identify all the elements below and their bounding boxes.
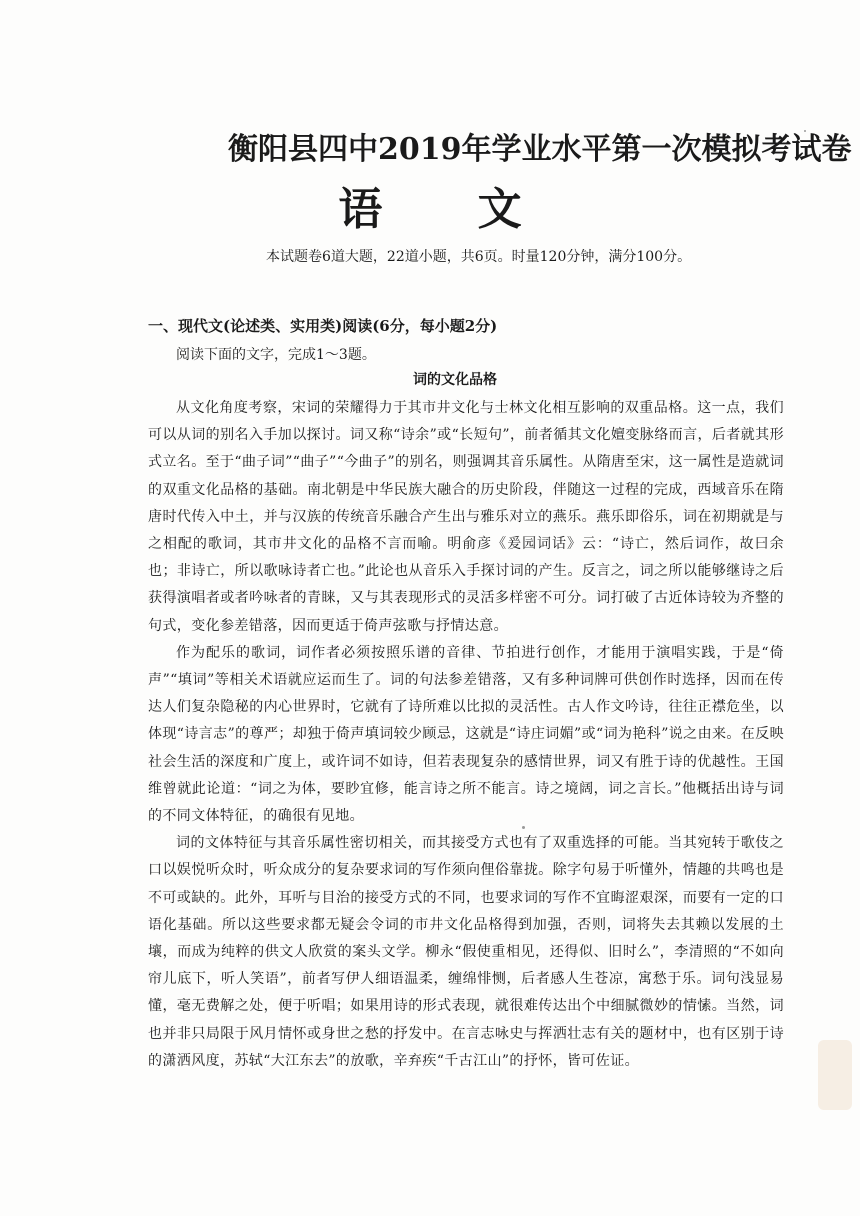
article-body: [148, 395, 784, 1075]
exam-info: 本试题卷6道大题，22道小题，共6页。时量120分钟，满分100分。: [266, 249, 692, 265]
article-title: 词的文化品格: [413, 372, 497, 388]
subject-title: 语 文: [338, 184, 562, 235]
article-paragraph: 从文化角度考察，宋词的荣耀得力于其市井文化与士林文化相互影响的双重品格。这一点，我们可以从词的别名入手加以探讨。词又称“诗余”或“长短句”，前者循其文化嬗变脉络而言，后者就其形式立名。至于“曲子词”“曲子”“今曲子”的别名，则强调其音乐属性。从隋唐至宋，这一属性是造就词的双重文化品格的基础。南北朝是中华民族大融合的历史阶段，伴随这一过程的完成，西域音乐在隋唐时代传入中土，并与汉族的传统音乐融合产生出与雅乐对立的燕乐。燕乐即俗乐，词在初期就是与之相配的歌词，其市井文化的品格不言而喻。明俞彦《爰园词话》云：“诗亡，然后词作，故曰余也；非诗亡，所以歌咏诗者亡也。”此论也从音乐入手探讨词的产生。反言之，词之所以能够继诗之后获得演唱者或者吟咏者的青睐，又与其表现形式的灵活多样密不可分。词打破了古近体诗较为齐整的句式，变化参差错落，因而更适于倚声弦歌与抒情达意。: [148, 400, 784, 634]
article-paragraph: 词的文体特征与其音乐属性密切相关，而其接受方式也有了双重选择的可能。当其宛转于歌伎之口以娱悦听众时，听众成分的复杂要求词的写作须向俚俗靠拢。除字句易于听懂外，情趣的共鸣也是不可或缺的。此外，耳听与目治的接受方式的不同，也要求词的写作不宜晦涩艰深，而要有一定的口语化基础。所以这些要求都无疑会令词的市井文化品格得到加强，否则，词将失去其赖以发展的土壤，而成为纯粹的供文人欣赏的案头文学。柳永“假使重相见，还得似、旧时么”，李清照的“不如向帘儿底下，听人笑语”，前者写伊人细语温柔，缠绵悱恻，后者感人生苍凉，寓愁于乐。词句浅显易懂，毫无费解之处，便于听唱；如果用诗的形式表现，就很难传达出个中细腻微妙的情愫。当然，词也并非只局限于风月情怀或身世之愁的抒发中。在言志咏史与挥洒壮志有关的题材中，也有区别于诗的潇洒风度，苏轼“大江东去”的放歌，辛弃疾“千古江山”的抒怀，皆可佐证。: [148, 835, 784, 1069]
scan-speck: [522, 826, 525, 829]
article-paragraph: 作为配乐的歌词，词作者必须按照乐谱的音律、节拍进行创作，才能用于演唱实践，于是“倚声”“填词”等相关术语就应运而生了。词的句法参差错落，又有多种词牌可供创作时选择，因而在传达人们复杂隐秘的内心世界时，它就有了诗所难以比拟的灵活性。古人作文吟诗，往往正襟危坐，以体现“诗言志”的尊严；却独于倚声填词较少顾忌，这就是“诗庄词媚”或“词为艳科”说之由来。在反映社会生活的深度和广度上，或许词不如诗，但若表现复杂的感情世界，词又有胜于诗的优越性。王国维曾就此论道：“词之为体，要眇宜修，能言诗之所不能言。诗之境阔，词之言长。”他概括出诗与词的不同文体特征，的确很有见地。: [148, 644, 784, 825]
section-instruction: 阅读下面的文字，完成1～3题。: [176, 347, 376, 363]
scan-speck: [804, 130, 806, 132]
section-heading: 一、现代文(论述类、实用类)阅读(6分，每小题2分): [148, 317, 498, 335]
scan-edge-mark: [818, 1040, 852, 1110]
exam-title: 衡阳县四中2019年学业水平第一次模拟考试卷: [228, 132, 852, 167]
